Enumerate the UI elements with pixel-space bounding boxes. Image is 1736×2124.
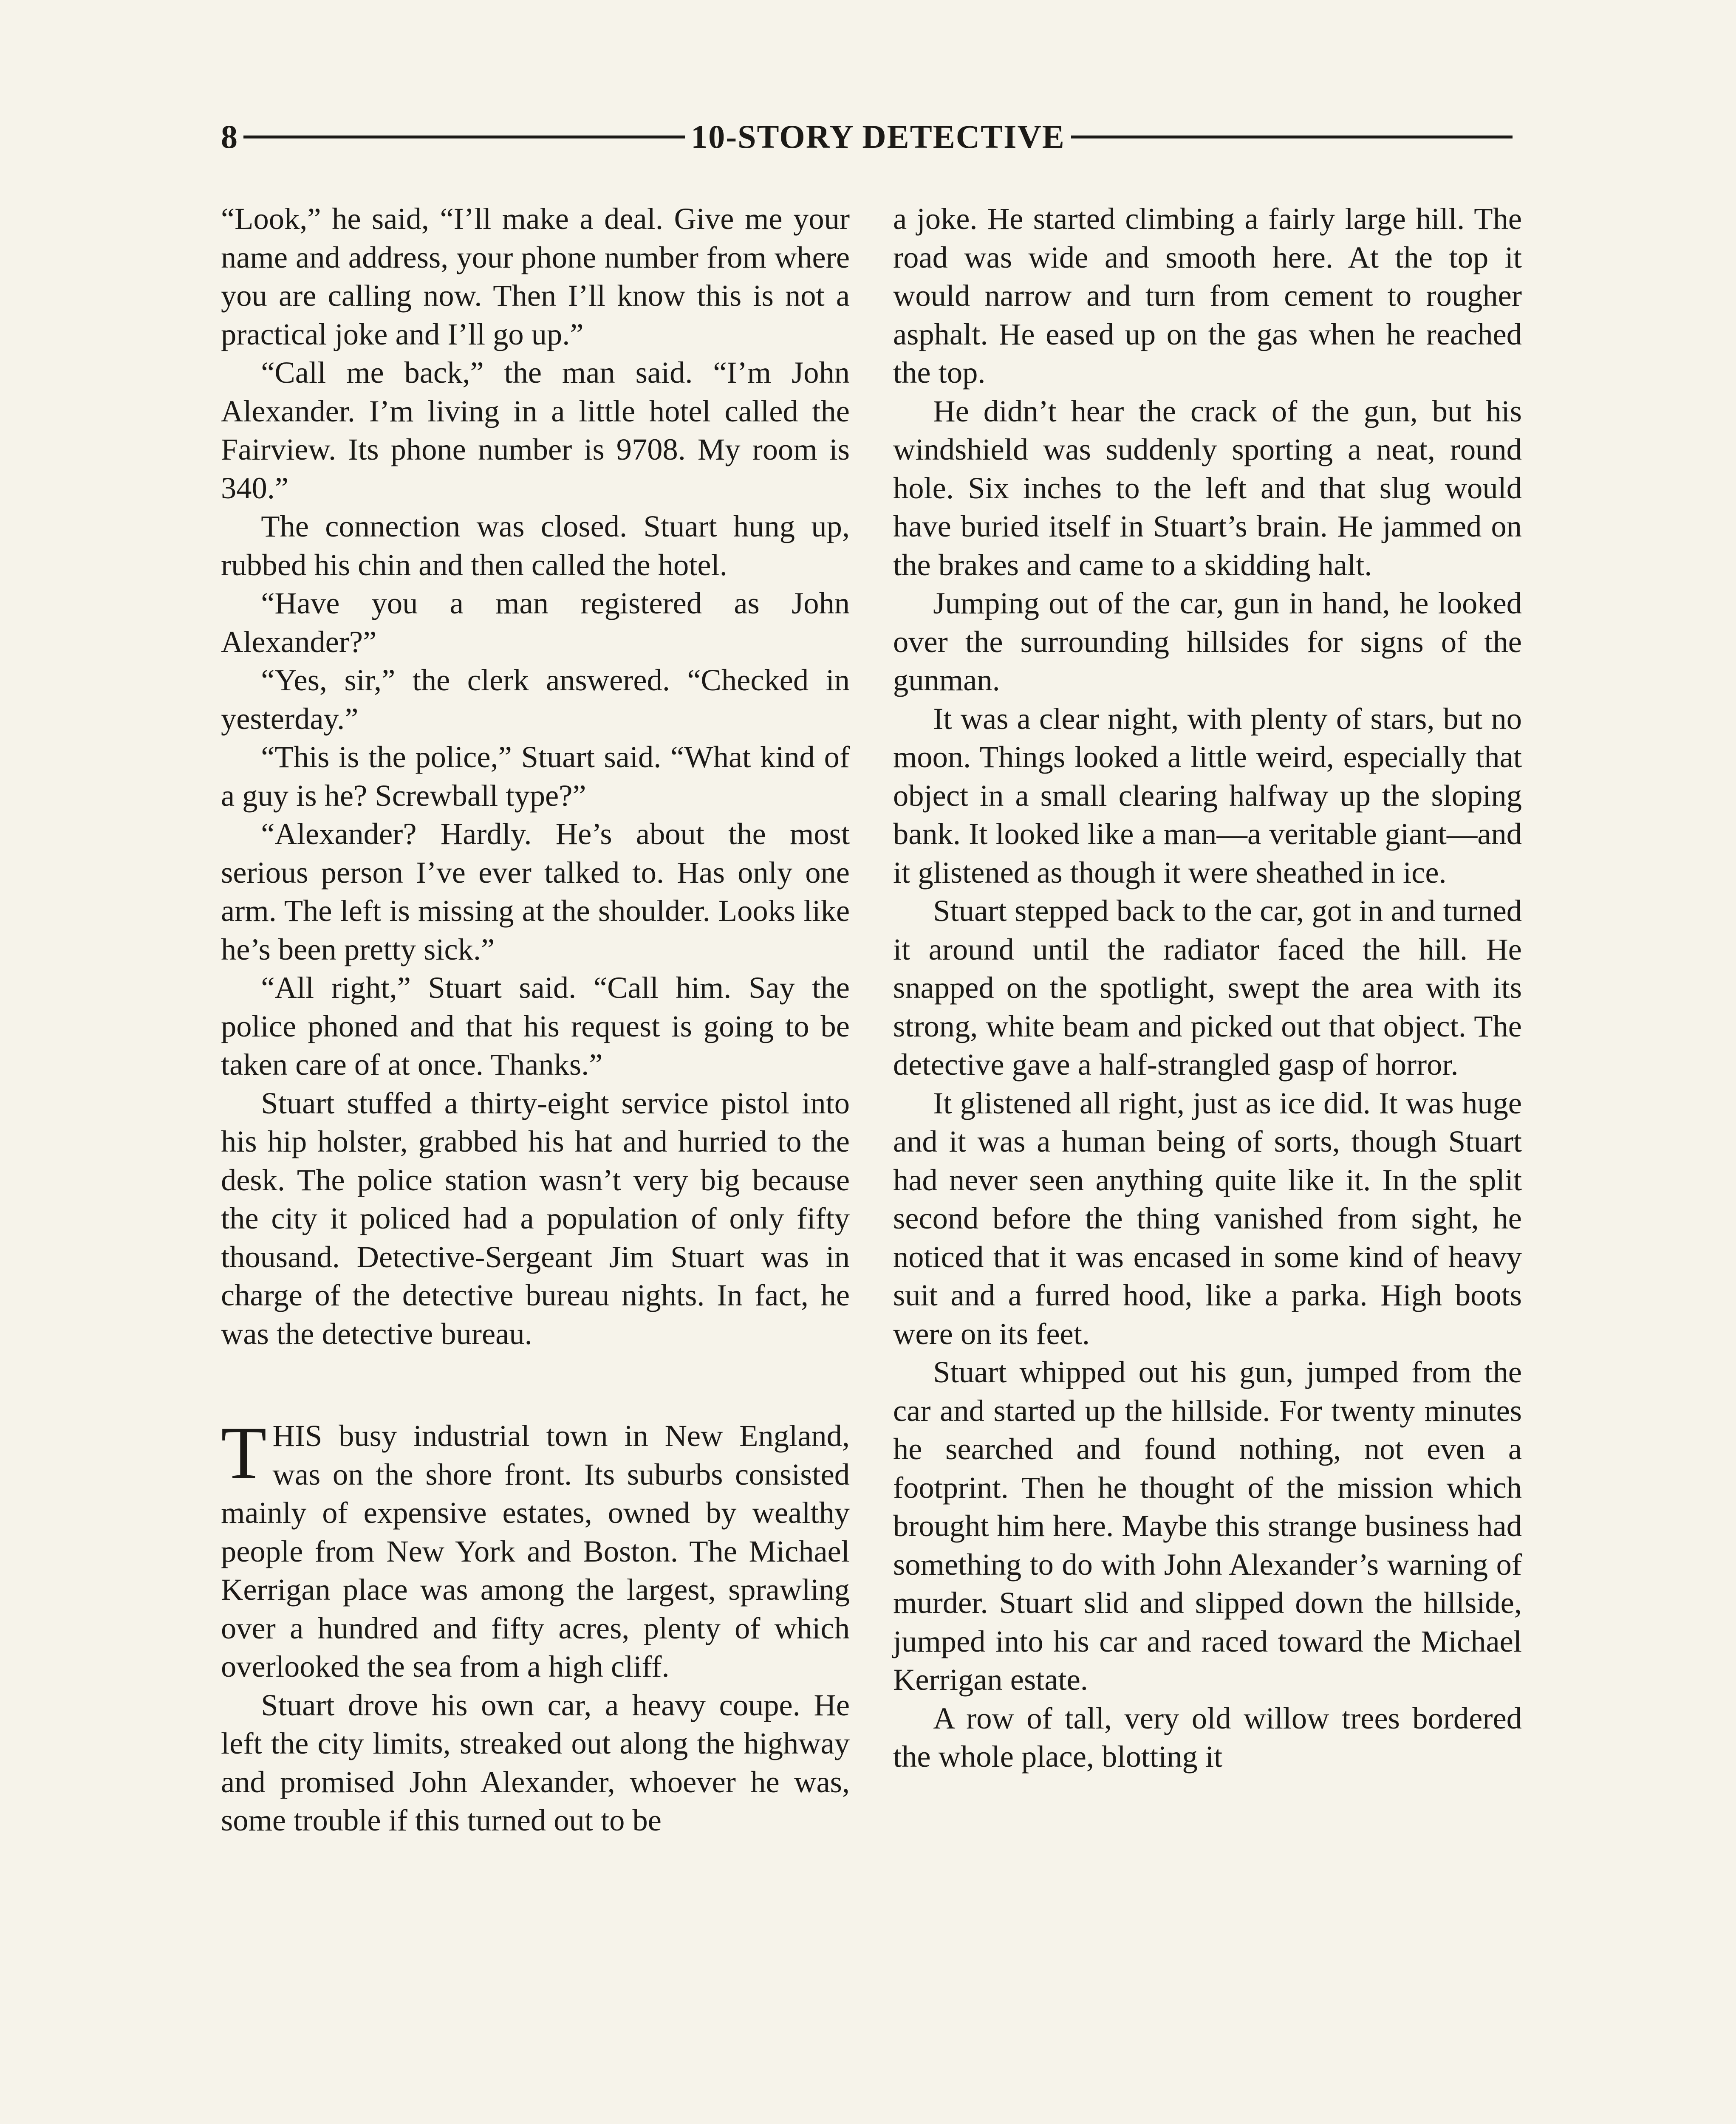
paragraph-text: busy industrial town in New England, was on the shore front. Its suburbs consisted mainly of expensive estates, owned by wealthy people from New York and Boston. The Michael Kerrigan place was among the largest, sprawling over a hundred and fifty acres, plenty of which overlooked the sea from a high cliff. xyxy=(221,1418,850,1683)
paragraph: Stuart whipped out his gun, jumped from the car and started up the hillside. For twenty minutes he searched and found nothing, not even a footprint. Then he thought of the mission which brought him here. Maybe this strange business had something to do with John Alexander’s warning of murder. Stuart slid and slipped down the hillside, jumped into his car and raced toward the Michael Kerrigan estate. xyxy=(893,1355,1522,1697)
paragraph: “Yes, sir,” the clerk answered. “Checked in yesterday.” xyxy=(221,663,850,736)
publication-title: 10-STORY DETECTIVE xyxy=(691,118,1065,155)
paragraph: It was a clear night, with plenty of stars, but no moon. Things looked a little weird, especially that object in a small clearing halfway up the sloping bank. It looked like a man—a veritable giant—and it glistened as though it were sheathed in ice. xyxy=(893,701,1522,890)
paragraph: a joke. He started climbing a fairly large hill. The road was wide and smooth here. At the top it would narrow and turn from cement to rougher asphalt. He eased up on the gas when he reached the top. xyxy=(893,201,1522,390)
section-opening-paragraph xyxy=(221,1412,850,1686)
left-column xyxy=(221,200,850,1840)
paragraph: Jumping out of the car, gun in hand, he looked over the surrounding hillsides for signs of the gunman. xyxy=(893,586,1522,697)
section-break xyxy=(221,1353,850,1417)
paragraph: “Call me back,” the man said. “I’m John Alexander. I’m living in a little hotel called the Fairview. Its phone number is 9708. My room is 340.” xyxy=(221,355,850,505)
right-column xyxy=(893,200,1522,1776)
header-rule-left xyxy=(243,136,685,138)
paragraph: Stuart drove his own car, a heavy coupe. He left the city limits, streaked out along the highway and promised John Alexander, whoever he was, some trouble if this turned out to be xyxy=(221,1687,850,1837)
drop-cap: T xyxy=(221,1412,267,1494)
small-caps-lead: HIS xyxy=(272,1418,322,1453)
paragraph: “Have you a man registered as John Alexander?” xyxy=(221,586,850,659)
header-rule-right xyxy=(1071,136,1513,138)
paragraph: A row of tall, very old willow trees bordered the whole place, blotting it xyxy=(893,1700,1522,1774)
paragraph: “All right,” Stuart said. “Call him. Say the police phoned and that his request is going to be taken care of at once. Thanks.” xyxy=(221,970,850,1082)
paragraph: He didn’t hear the crack of the gun, but his windshield was suddenly sporting a neat, round hole. Six inches to the left and that slug would have buried itself in Stuart’s brain. He jammed on the brakes and came to a skidding halt. xyxy=(893,393,1522,582)
page-number: 8 xyxy=(221,118,238,155)
paragraph: Stuart stepped back to the car, got in and turned it around until the radiator faced the hill. He snapped on the spotlight, swept the area with its strong, white beam and picked out that object. The detective gave a half-strangled gasp of horror. xyxy=(893,893,1522,1082)
paragraph: Stuart stuffed a thirty-eight service pistol into his hip holster, grabbed his hat and hurried to the desk. The police station wasn’t very big because the city it policed had a population of only fifty thousand. Detective-Sergeant Jim Stuart was in charge of the detective bureau nights. In fact, he was the detective bureau. xyxy=(221,1085,850,1351)
paragraph: “Alexander? Hardly. He’s about the most serious person I’ve ever talked to. Has only one arm. The left is missing at the shoulder. Looks like he’s been pretty sick.” xyxy=(221,816,850,966)
paragraph: “Look,” he said, “I’ll make a deal. Give me your name and address, your phone number from where you are calling now. Then I’ll know this is not a practical joke and I’ll go up.” xyxy=(221,201,850,351)
running-header xyxy=(221,111,1513,162)
paragraph: “This is the police,” Stuart said. “What kind of a guy is he? Screwball type?” xyxy=(221,740,850,813)
paragraph: It glistened all right, just as ice did. It was huge and it was a human being of sorts, though Stuart had never seen anything quite like it. In the split second before the thing vanished from sight, he noticed that it was encased in some kind of heavy suit and a furred hood, like a parka. High boots were on its feet. xyxy=(893,1085,1522,1351)
paragraph: The connection was closed. Stuart hung up, rubbed his chin and then called the hotel. xyxy=(221,509,850,582)
